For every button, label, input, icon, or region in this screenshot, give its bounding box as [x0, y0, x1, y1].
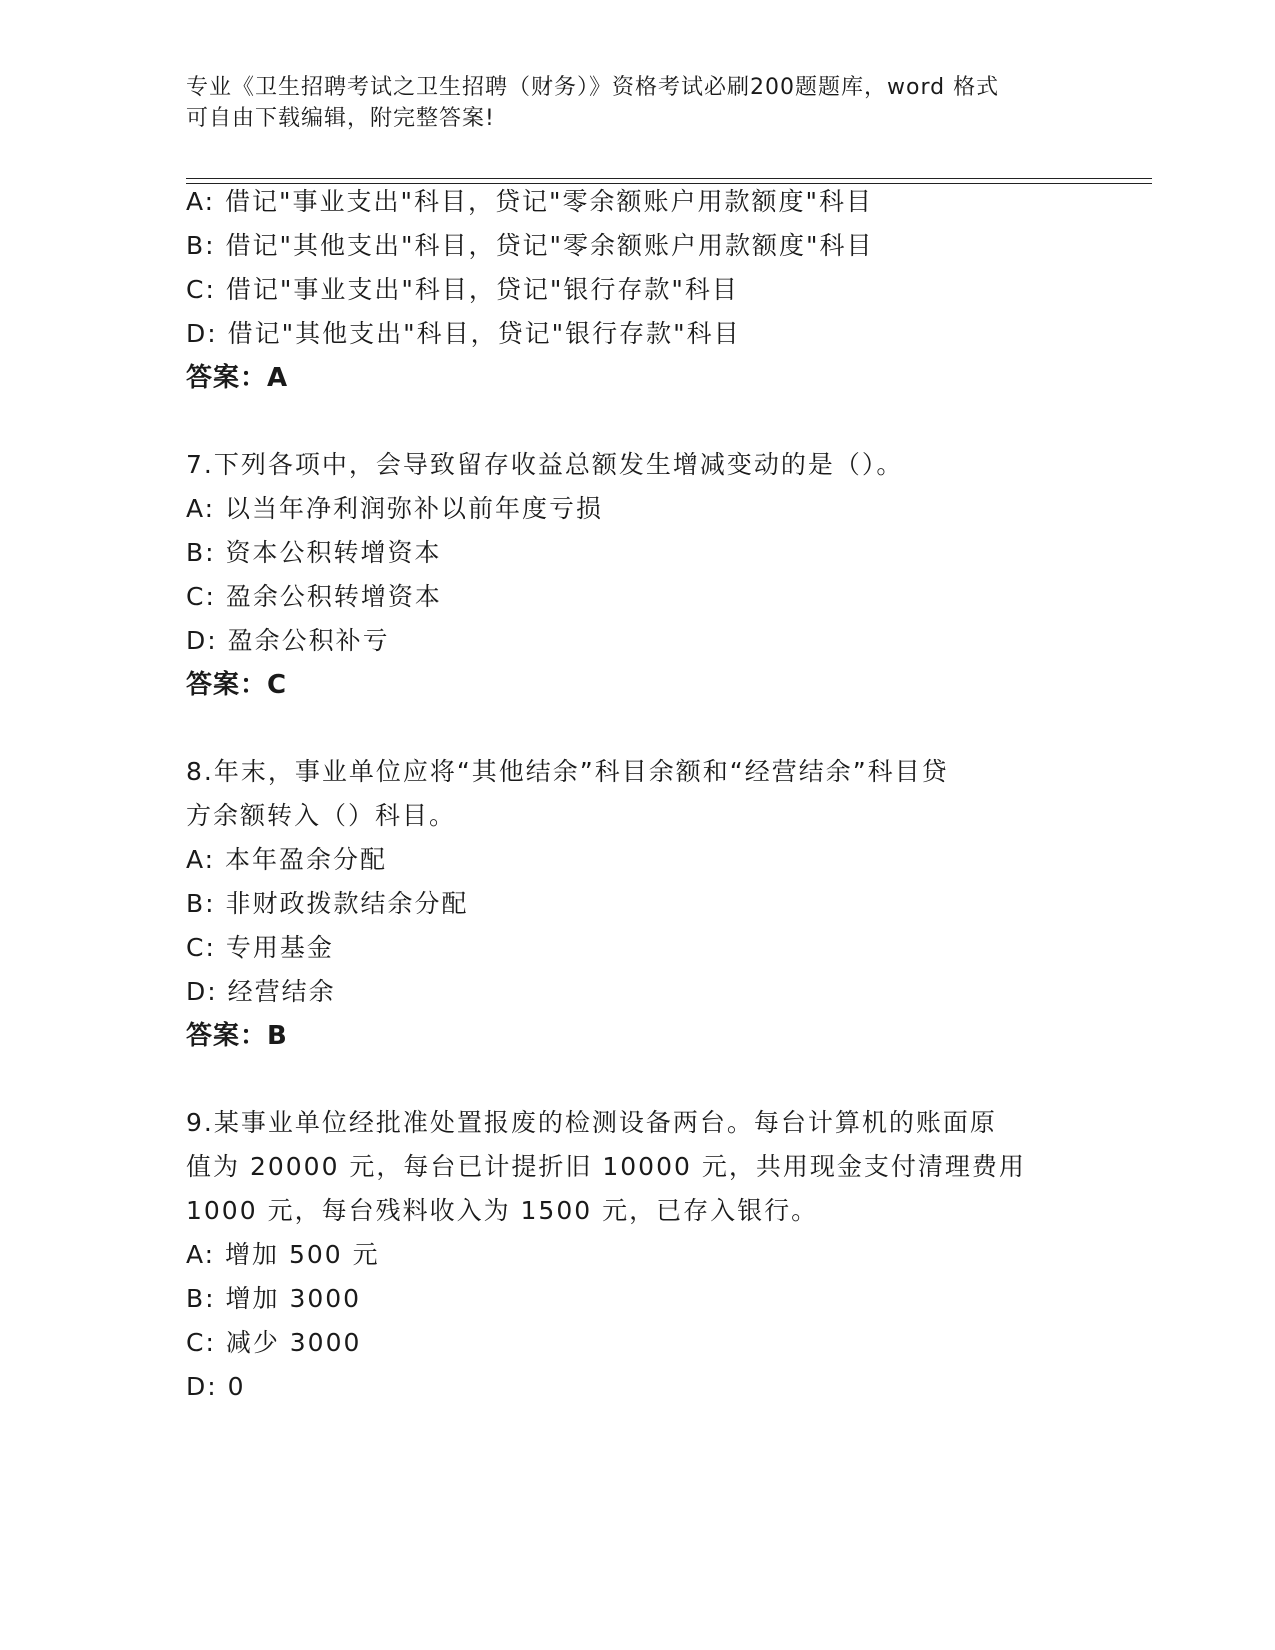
q7-option-c: C: 盈余公积转增资本 [186, 582, 442, 611]
q9-stem-line-3: 1000 元，每台残料收入为 1500 元，已存入银行。 [186, 1196, 819, 1225]
q9-stem-line-2: 值为 20000 元，每台已计提折旧 10000 元，共用现金支付清理费用 [186, 1152, 1026, 1181]
document-header [186, 72, 1066, 134]
q7-answer: 答案：C [186, 670, 288, 700]
q6-option-b: B: 借记"其他支出"科目，贷记"零余额账户用款额度"科目 [186, 231, 874, 260]
q8-answer: 答案：B [186, 1021, 288, 1051]
q7-stem-line-1: 7.下列各项中，会导致留存收益总额发生增减变动的是（）。 [186, 450, 904, 479]
q6-option-d: D: 借记"其他支出"科目，贷记"银行存款"科目 [186, 319, 741, 348]
q9-stem-line-1: 9.某事业单位经批准处置报废的检测设备两台。每台计算机的账面原 [186, 1108, 997, 1137]
q7-option-d: D: 盈余公积补亏 [186, 626, 390, 655]
q9-option-a: A: 增加 500 元 [186, 1240, 380, 1269]
header-divider-bottom [186, 183, 1152, 184]
header-divider-top [186, 178, 1152, 179]
q9-option-c: C: 减少 3000 [186, 1328, 362, 1357]
q7-option-a: A: 以当年净利润弥补以前年度亏损 [186, 494, 604, 523]
header-line-2: 可自由下载编辑，附完整答案! [186, 106, 495, 131]
q8-stem-line-1: 8.年末，事业单位应将“其他结余”科目余额和“经营结余”科目贷 [186, 757, 949, 786]
q9-option-b: B: 增加 3000 [186, 1284, 362, 1313]
q8-option-b: B: 非财政拨款结余分配 [186, 889, 469, 918]
q8-option-d: D: 经营结余 [186, 977, 336, 1006]
q8-stem-line-2: 方余额转入（）科目。 [186, 801, 457, 830]
q8-option-a: A: 本年盈余分配 [186, 845, 388, 874]
q8-option-c: C: 专用基金 [186, 933, 334, 962]
header-line-1: 专业《卫生招聘考试之卫生招聘（财务）》资格考试必刷200题题库，word 格式 [186, 75, 1000, 100]
q6-option-c: C: 借记"事业支出"科目，贷记"银行存款"科目 [186, 275, 739, 304]
q9-option-d: D: 0 [186, 1372, 246, 1401]
q6-option-a: A: 借记"事业支出"科目，贷记"零余额账户用款额度"科目 [186, 187, 874, 216]
q7-option-b: B: 资本公积转增资本 [186, 538, 442, 567]
q6-answer: 答案：A [186, 363, 289, 393]
